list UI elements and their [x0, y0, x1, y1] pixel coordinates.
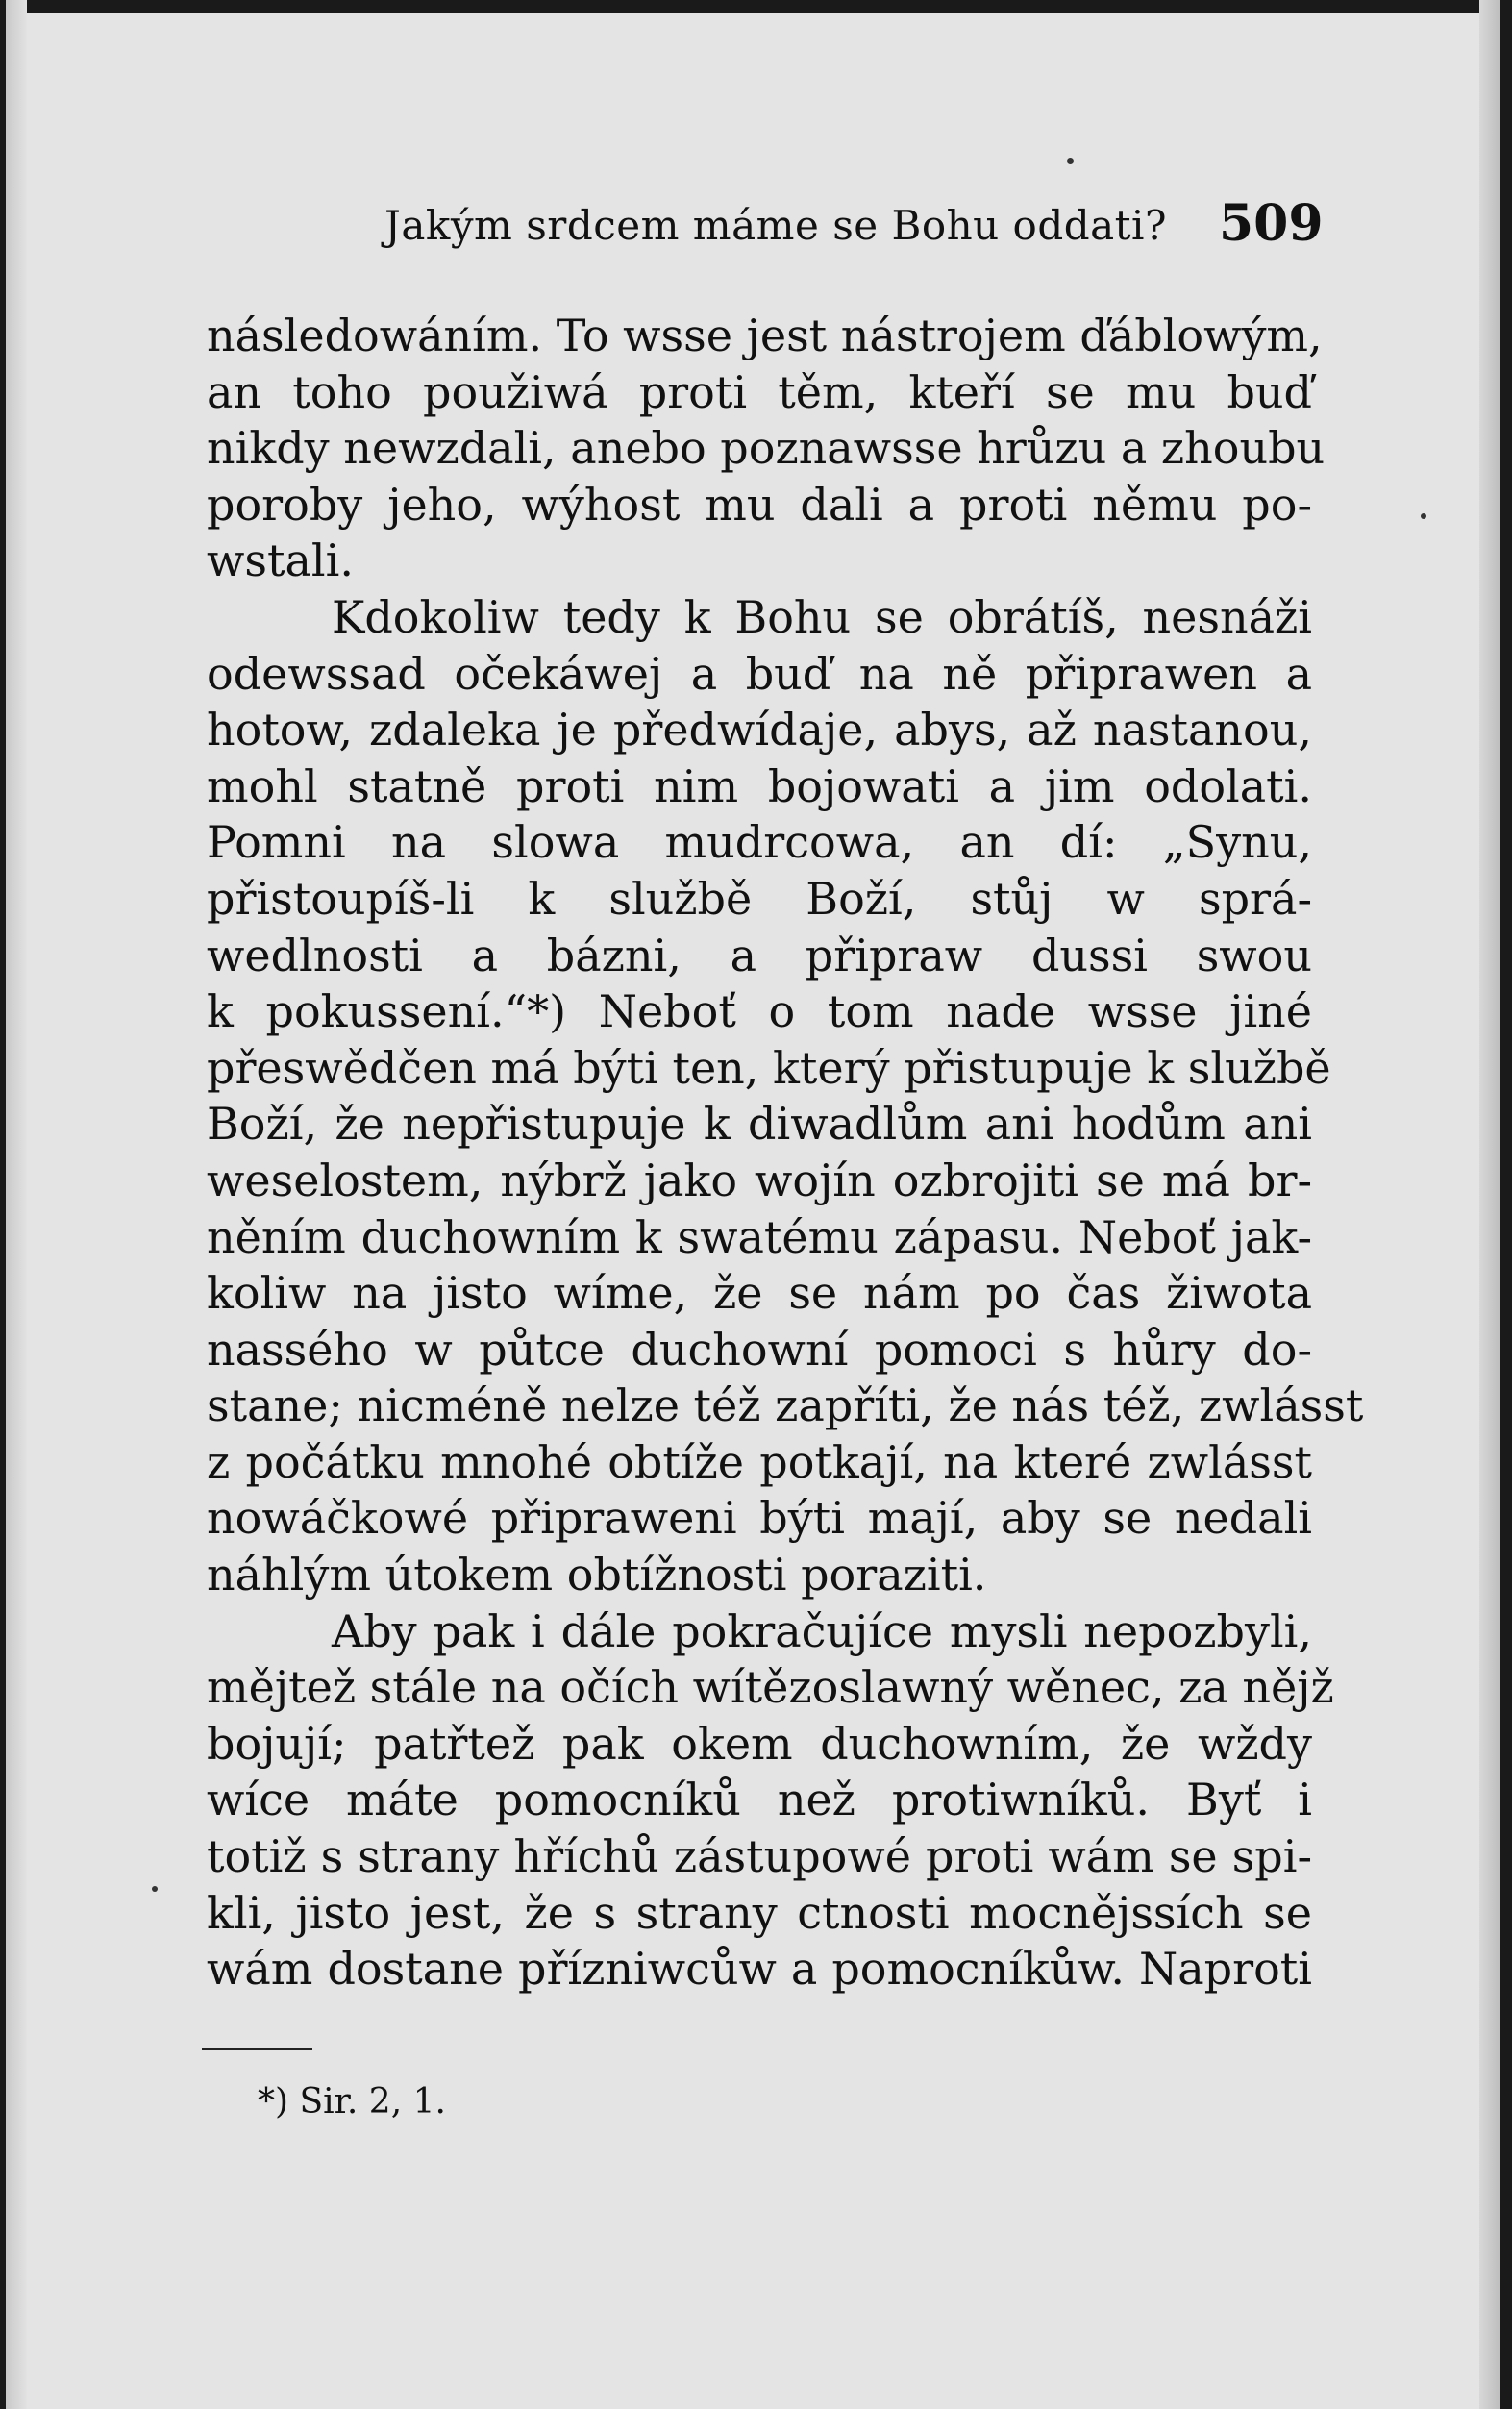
running-title: Jakým srdcem máme se Bohu oddati?: [384, 202, 1167, 249]
page-speck: [152, 1886, 158, 1892]
text-line: přeswědčen má býti ten, který přistupuje k službě: [207, 1041, 1331, 1094]
text-line: nassého w půtce duchowní pomoci s hůry do-: [207, 1323, 1312, 1376]
text-line: odewssad očekáwej a buď na ně připrawen a: [207, 647, 1312, 700]
text-line: hotow, zdaleka je předwídaje, abys, až nastanou,: [207, 704, 1312, 757]
text-line: wám dostane přízniwcůw a pomocníkůw. Naproti: [207, 1943, 1312, 1996]
text-line: an toho použiwá proti těm, kteří se mu buď: [207, 365, 1312, 418]
text-line: následowáním. To wsse jest nástrojem ďáblowým,: [207, 310, 1323, 361]
text-line: bojují; patřtež pak okem duchowním, že wždy: [207, 1717, 1312, 1770]
scan-edge-right: [1479, 0, 1512, 2409]
text-line: koliw na jisto wíme, že se nám po čas žiwota: [207, 1267, 1312, 1320]
scan-edge-top: [0, 0, 1512, 13]
text-line: stane; nicméně nelze též zapříti, že nás též, zwlásst: [207, 1379, 1364, 1432]
page-speck: [1421, 513, 1426, 519]
scan-edge-left: [0, 0, 27, 2409]
text-line: náhlým útokem obtížnosti poraziti.: [207, 1549, 987, 1602]
text-line: kli, jisto jest, že s strany ctnosti mocnějssích se: [207, 1886, 1312, 1939]
footnote-rule: [202, 2048, 312, 2050]
text-line: mohl statně proti nim bojowati a jim odolati.: [207, 759, 1312, 812]
text-line: Kdokoliw tedy k Bohu se obrátíš, nesnáži: [332, 590, 1312, 643]
page-speck: [1067, 158, 1074, 164]
text-line: wíce máte pomocníků než protiwníků. Byť i: [207, 1774, 1312, 1826]
body-text: [207, 308, 1364, 1998]
text-line: wedlnosti a bázni, a připraw dussi swou: [207, 929, 1312, 981]
text-line: nowáčkowé připraweni býti mají, aby se nedali: [207, 1492, 1312, 1545]
text-line: poroby jeho, wýhost mu dali a proti němu po-: [207, 478, 1312, 531]
text-line: k pokussení.“*) Neboť o tom nade wsse jiné: [207, 985, 1312, 1038]
text-line: přistoupíš-li k službě Boží, stůj w sprá-: [207, 872, 1312, 925]
page-number: 509: [1219, 194, 1324, 253]
text-line: Boží, že nepřistupuje k diwadlům ani hodům ani: [207, 1098, 1312, 1151]
text-line: mějtež stále na očích wítězoslawný wěnec, za nějž: [207, 1661, 1334, 1714]
text-line: z počátku mnohé obtíže potkají, na které zwlásst: [207, 1435, 1312, 1488]
text-line: wstali.: [207, 534, 354, 587]
footnote: *) Sir. 2, 1.: [258, 2082, 446, 2122]
text-line: weselostem, nýbrž jako wojín ozbrojiti se má br-: [207, 1154, 1312, 1206]
text-line: totiž s strany hříchů zástupowé proti wám se spi-: [207, 1830, 1312, 1883]
text-line: Aby pak i dále pokračujíce mysli nepozbyli,: [332, 1604, 1312, 1657]
text-line: něním duchowním k swatému zápasu. Neboť jak-: [207, 1210, 1312, 1263]
text-line: nikdy newzdali, anebo poznawsse hrůzu a zhoubu: [207, 422, 1326, 475]
text-line: Pomni na slowa mudrcowa, an dí: „Synu,: [207, 816, 1312, 869]
